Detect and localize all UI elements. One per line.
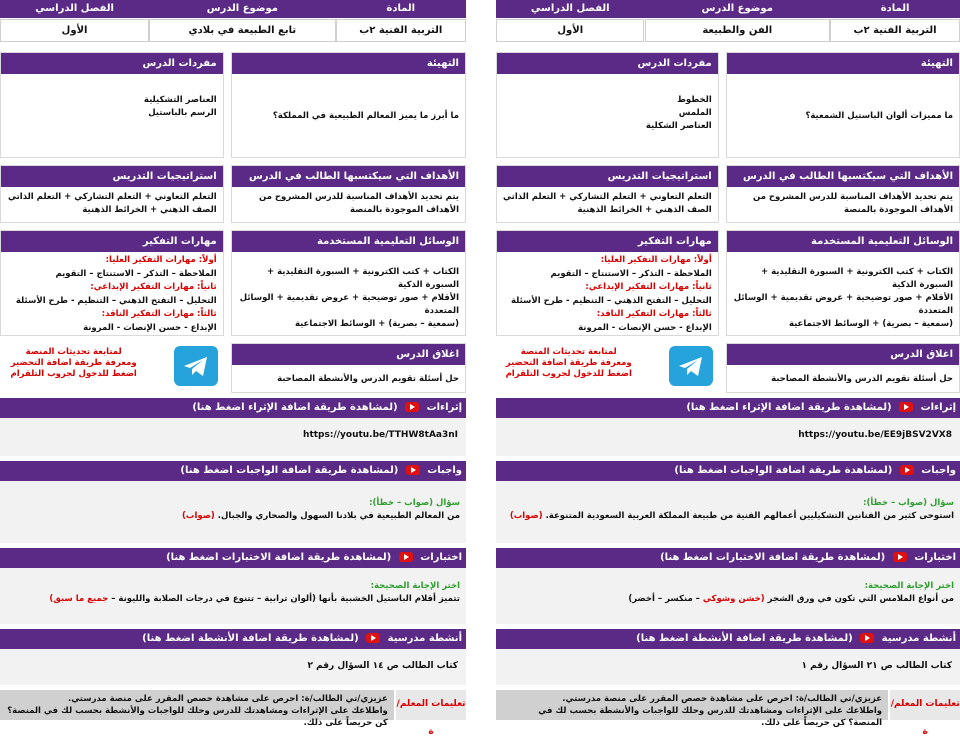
tests-title: اختبارات <box>914 552 956 563</box>
thinking-heading: أولاً: مهارات التفكير العليا: <box>600 255 712 265</box>
tools-line: الأقلام + صور توضيحية + عروض تقديمية + الوسائل المتعددة <box>239 293 459 316</box>
tools-line: (سمعية – بصرية) + الوسائط الاجتماعية <box>788 319 953 329</box>
enrich-title: إثراءات <box>426 402 462 413</box>
subject-label: المادة <box>386 3 416 14</box>
enrich-help-link[interactable]: (لمشاهدة طريقة اضافة الإثراء اضغط هنا) <box>192 402 398 413</box>
vocab-item: العناصر الشكلية <box>645 121 712 131</box>
homework-question <box>502 510 954 523</box>
warmup-text: ما مميزات ألوان الباستيل الشمعية؟ <box>805 111 953 121</box>
tests-help-link[interactable]: (لمشاهدة طريقة اضافة الاختبارات اضغط هنا) <box>166 552 392 563</box>
tests-title: اختبارات <box>420 552 462 563</box>
telegram-line: ومعرفة طريقة اضافة التحضير <box>505 358 632 368</box>
homework-title: واجبات <box>427 465 462 476</box>
vocab-card <box>496 52 719 158</box>
objectives-title: الأهداف التي سيكتسبها الطالب في الدرس <box>232 166 465 187</box>
tools-line: الكتاب + كتب الكترونية + السبورة التقليدية + السبورة الذكية <box>266 267 459 290</box>
strategies-line: الصف الذهني + الخرائط الذهنية <box>577 205 712 215</box>
thinking-text <box>1 252 223 339</box>
youtube-icon[interactable] <box>366 633 380 643</box>
thinking-heading: ثانياً: مهارات التفكير الإبداعي: <box>585 282 712 292</box>
thinking-line: الملاحظة – التذكر – الاستنتاج – التقويم <box>550 268 712 279</box>
vocab-item: الخطوط <box>677 95 712 105</box>
activities-section <box>0 629 466 685</box>
telegram-icon[interactable] <box>174 346 218 386</box>
youtube-icon[interactable] <box>406 465 420 475</box>
enrich-section <box>0 398 466 456</box>
closing-card <box>726 343 960 393</box>
activities-text: كتاب الطالب ص ١٤ السؤال رقم ٢ <box>307 661 458 671</box>
footer-instructions <box>496 690 888 728</box>
thinking-heading: أولاً: مهارات التفكير العليا: <box>105 255 217 265</box>
thinking-text <box>497 252 718 339</box>
thinking-heading: ثالثاً: مهارات التفكير الناقد: <box>101 309 217 319</box>
activities-bar <box>0 629 466 649</box>
thinking-line: التحليل – التفتح الذهني – التنظيم - طرح الأسئلة <box>510 295 712 306</box>
enrich-help-link[interactable]: (لمشاهدة طريقة اضافة الإثراء اضغط هنا) <box>686 402 892 413</box>
tests-section <box>496 548 960 624</box>
warmup-text: ما أبرز ما يميز المعالم الطبيعية في المملكة؟ <box>272 111 459 121</box>
lesson-page-right <box>496 0 960 737</box>
warmup-title: التهيئة <box>232 53 465 74</box>
tests-qtype: اختر الإجابة الصحيحة: <box>864 581 954 591</box>
objectives-card <box>726 165 960 223</box>
enrich-url[interactable]: https://youtu.be/TTHW8tAa3nI <box>303 430 458 440</box>
enrich-bar <box>496 398 960 418</box>
telegram-text[interactable] <box>0 347 154 380</box>
tools-title: الوسائل التعليمية المستخدمة <box>232 231 465 252</box>
thinking-title: مهارات التفكير <box>1 231 223 252</box>
homework-question <box>6 510 460 523</box>
tests-question <box>502 593 954 606</box>
strategies-text <box>1 187 223 221</box>
strategies-card <box>0 165 224 223</box>
vocab-item: الملمس <box>678 108 712 118</box>
homework-body <box>496 481 960 523</box>
footer-label-text: تعليمات المعلم/ة <box>396 699 466 737</box>
footer-label <box>890 690 960 737</box>
activities-section <box>496 629 960 685</box>
thinking-line: الملاحظة – التذكر – الاستنتاج – التقويم <box>55 268 217 279</box>
tests-bar <box>0 548 466 568</box>
telegram-line: لمتابعة تحديثات المنصة <box>25 347 122 357</box>
homework-body <box>0 481 466 523</box>
tools-line: (سمعية – بصرية) + الوسائط الاجتماعية <box>294 319 459 329</box>
tools-card <box>726 230 960 336</box>
topic-value: تابع الطبيعة في بلادي <box>149 19 335 42</box>
homework-section <box>496 461 960 543</box>
tests-bar <box>496 548 960 568</box>
tests-question-suffix: – منكسر – أخضر) <box>628 594 700 604</box>
enrich-section <box>496 398 960 456</box>
objectives-card <box>231 165 466 223</box>
enrich-url[interactable]: https://youtu.be/EE9jBSV2VX8 <box>798 430 952 440</box>
homework-bar <box>0 461 466 481</box>
homework-qtype: سؤال (صواب – خطأ): <box>369 498 460 508</box>
warmup-card <box>726 52 960 158</box>
telegram-line: اضغط للدخول لجروب التلقرام <box>505 369 632 379</box>
vocab-title: مفردات الدرس <box>1 53 223 74</box>
youtube-icon[interactable] <box>900 465 914 475</box>
term-value: الأول <box>0 19 149 42</box>
homework-title: واجبات <box>921 465 956 476</box>
warmup-card <box>231 52 466 158</box>
thinking-line: الإبداع - حسن الإنصات - المرونة <box>83 322 217 333</box>
tools-card <box>231 230 466 336</box>
youtube-icon[interactable] <box>405 402 419 412</box>
tests-help-link[interactable]: (لمشاهدة طريقة اضافة الاختبارات اضغط هنا) <box>660 552 886 563</box>
warmup-title: التهيئة <box>727 53 959 74</box>
closing-title: اغلاق الدرس <box>727 344 959 365</box>
activities-bar <box>496 629 960 649</box>
tools-text <box>727 252 959 335</box>
vocab-title: مفردات الدرس <box>497 53 718 74</box>
thinking-title: مهارات التفكير <box>497 231 718 252</box>
subject-value: التربية الفنية ٢ب <box>336 19 466 42</box>
telegram-icon[interactable] <box>669 346 713 386</box>
tests-answer: (خشن وشوكي <box>702 594 765 604</box>
homework-qtype: سؤال (صواب – خطأ): <box>863 498 954 508</box>
telegram-line: ومعرفة طريقة اضافة التحضير <box>10 358 137 368</box>
thinking-heading: ثانياً: مهارات التفكير الإبداعي: <box>90 282 217 292</box>
tests-answer: جميع ما سبق) <box>49 594 109 604</box>
homework-section <box>0 461 466 543</box>
vocab-item: العناصر التشكيلية <box>143 95 217 105</box>
vocab-list <box>497 74 718 137</box>
activities-title: أنشطة مدرسية <box>387 633 462 644</box>
objectives-title: الأهداف التي سيكتسبها الطالب في الدرس <box>727 166 959 187</box>
tools-line: الأقلام + صور توضيحية + عروض تقديمية + الوسائل المتعددة <box>733 293 953 316</box>
youtube-icon[interactable] <box>860 633 874 643</box>
strategies-line: الصف الذهني + الخرائط الذهنية <box>82 205 217 215</box>
strategies-text <box>497 187 718 221</box>
tests-question-prefix: تتميز أقلام الباستيل الخشبية بأنها (ألوان ترابية – تتنوع في درجات الصلابة والليونة – <box>111 594 460 604</box>
topic-label: موضوع الدرس <box>701 3 773 14</box>
homework-answer: (صواب) <box>509 511 543 521</box>
strategies-line: التعلم التعاوني + التعلم التشاركي + التعلم الذاتي <box>7 192 217 202</box>
telegram-line: اضغط للدخول لجروب التلقرام <box>10 369 137 379</box>
term-label: الفصل الدراسي <box>35 3 114 14</box>
term-label: الفصل الدراسي <box>530 3 610 14</box>
footer-instructions <box>0 690 394 728</box>
homework-help-link[interactable]: (لمشاهدة طريقة اضافة الواجبات اضغط هنا) <box>180 465 399 476</box>
topic-value: الفن والطبيعة <box>645 19 831 42</box>
objectives-text: يتم تحديد الأهداف المناسبة للدرس المشروح من الأهداف الموجودة بالمنصة <box>259 192 459 215</box>
footer-label <box>396 690 466 737</box>
telegram-line: لمتابعة تحديثات المنصة <box>520 347 617 357</box>
lesson-page-left <box>0 0 466 737</box>
strategies-title: استراتيجيات التدريس <box>1 166 223 187</box>
tests-qtype: اختر الإجابة الصحيحة: <box>370 581 460 591</box>
youtube-icon[interactable] <box>893 552 907 562</box>
homework-question-text: من المعالم الطبيعية في بلادنا السهول والصحاري والجبال. <box>217 511 460 521</box>
closing-text: حل أسئلة تقويم الدرس والأنشطة المصاحبة <box>277 374 459 384</box>
enrich-bar <box>0 398 466 418</box>
closing-card <box>231 343 466 393</box>
activities-text: كتاب الطالب ص ٢١ السؤال رقم ١ <box>801 661 952 671</box>
activities-help-link[interactable]: (لمشاهدة طريقة اضافة الأنشطة اضغط هنا) <box>142 633 359 644</box>
thinking-heading: ثالثاً: مهارات التفكير الناقد: <box>596 309 712 319</box>
youtube-icon[interactable] <box>399 552 413 562</box>
telegram-promo[interactable] <box>0 343 224 393</box>
homework-question-text: استوحى كثير من الفنانين التشكيليين أعمالهم الفنية من طبيعة المملكة العربية السعودية المتنوعة. <box>545 511 954 521</box>
enrich-title: إثراءات <box>920 402 956 413</box>
activities-title: أنشطة مدرسية <box>881 633 956 644</box>
objectives-text: يتم تحديد الأهداف المناسبة للدرس المشروح من الأهداف الموجودة بالمنصة <box>753 192 953 215</box>
tools-line: الكتاب + كتب الكترونية + السبورة التقليدية + السبورة الذكية <box>760 267 953 290</box>
strategies-title: استراتيجيات التدريس <box>497 166 718 187</box>
footer-label-text: تعليمات المعلم/ة <box>890 699 960 737</box>
tools-title: الوسائل التعليمية المستخدمة <box>727 231 959 252</box>
closing-title: اغلاق الدرس <box>232 344 465 365</box>
activities-help-link[interactable]: (لمشاهدة طريقة اضافة الأنشطة اضغط هنا) <box>636 633 853 644</box>
footer-line: عزيزي/تي الطالب/ة: احرص على مشاهدة حصص المقرر على منصة مدرستي. <box>67 694 388 704</box>
tests-body <box>0 568 466 606</box>
thinking-line: التحليل – التفتح الذهني – التنظيم - طرح الأسئلة <box>15 295 217 306</box>
tests-question <box>6 593 460 606</box>
youtube-icon[interactable] <box>899 402 913 412</box>
tools-text <box>232 252 465 335</box>
thinking-line: الإبداع - حسن الإنصات - المرونة <box>578 322 712 333</box>
footer-line: واطلاعك على الإثراءات ومشاهدتك للدرس وحلك للواجبات والأنشطة بحسب لك في المنصة؟ كن حريصاً على ذلك. <box>7 706 388 728</box>
closing-text: حل أسئلة تقويم الدرس والأنشطة المصاحبة <box>771 374 953 384</box>
vocab-card <box>0 52 224 158</box>
homework-bar <box>496 461 960 481</box>
vocab-list <box>1 74 223 124</box>
strategies-line: التعلم التعاوني + التعلم التشاركي + التعلم الذاتي <box>503 192 712 202</box>
footer-line: عزيزي/تي الطالب/ة: احرص على مشاهدة حصص المقرر على منصة مدرستي. <box>562 694 883 704</box>
topic-label: موضوع الدرس <box>206 3 278 14</box>
tests-question-prefix: من أنواع الملامس التي تكون في ورق الشجر <box>767 594 954 604</box>
subject-value: التربية الفنية ٢ب <box>830 19 960 42</box>
footer-line: واطلاعك على الإثراءات ومشاهدتك للدرس وحلك للواجبات والأنشطة بحسب لك في المنصة؟ كن حريصاً على ذلك. <box>538 706 883 728</box>
homework-answer: (صواب) <box>182 511 215 521</box>
homework-help-link[interactable]: (لمشاهدة طريقة اضافة الواجبات اضغط هنا) <box>674 465 893 476</box>
thinking-card <box>0 230 224 336</box>
subject-label: المادة <box>880 3 910 14</box>
strategies-card <box>496 165 719 223</box>
term-value: الأول <box>496 19 644 42</box>
vocab-item: الرسم بالباستيل <box>148 108 217 118</box>
tests-body <box>496 568 960 606</box>
telegram-promo[interactable] <box>496 343 719 393</box>
thinking-card <box>496 230 719 336</box>
telegram-text[interactable] <box>489 347 649 380</box>
tests-section <box>0 548 466 624</box>
